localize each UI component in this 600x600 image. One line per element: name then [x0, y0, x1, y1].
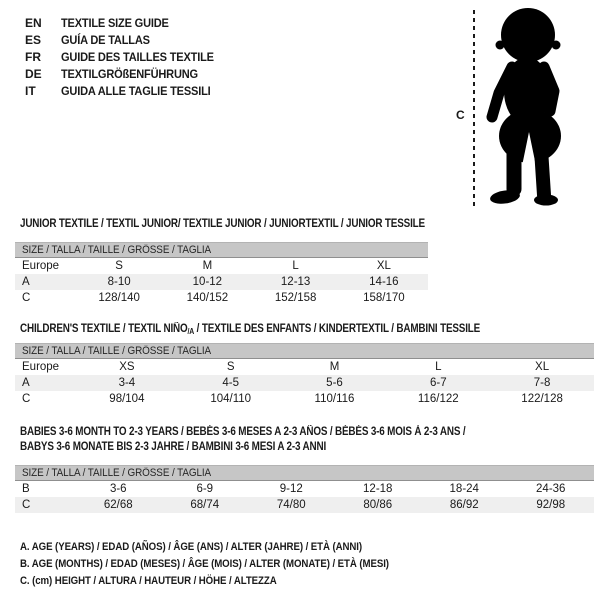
height-cell: 152/158 — [274, 292, 317, 304]
row-label: Europe — [22, 361, 60, 373]
junior-section-title-text: JUNIOR TEXTILE / TEXTIL JUNIOR/ TEXTILE JUNIOR / JUNIORTEXTIL / JUNIOR TESSILE — [20, 218, 425, 230]
size-cell: M — [202, 260, 213, 272]
height-cell: 122/128 — [521, 393, 563, 405]
footnote-c — [20, 573, 439, 590]
lang-code: FR — [25, 50, 41, 64]
lang-code: IT — [25, 84, 36, 98]
size-cell: XL — [376, 260, 391, 272]
height-cell: 86/92 — [449, 499, 479, 511]
age-cell: 14-16 — [369, 276, 399, 288]
row-label: Europe — [22, 260, 60, 272]
height-cell: 80/86 — [363, 499, 393, 511]
lang-row-de — [25, 66, 227, 83]
children-size-table — [15, 343, 594, 407]
footnote-b — [20, 556, 439, 573]
age-cell: 24-36 — [536, 483, 566, 495]
lang-row-fr — [25, 49, 227, 66]
lang-title: TEXTILGRÖßENFÜHRUNG — [61, 67, 198, 81]
age-cell: 6-9 — [196, 483, 214, 495]
babies-size-table — [15, 465, 594, 513]
age-cell: 9-12 — [279, 483, 303, 495]
age-cell: 6-7 — [429, 377, 447, 389]
footnote-text: C. (cm) HEIGHT / ALTURA / HAUTEUR / HÖHE / ALTEZZA — [20, 575, 277, 587]
lang-code: EN — [25, 16, 42, 30]
height-cell: 62/68 — [103, 499, 133, 511]
title-part: / TEXTILE DES ENFANTS / KINDERTEXTIL / BAMBINI TESSILE — [194, 323, 481, 335]
height-cell: 68/74 — [190, 499, 220, 511]
lang-code: ES — [25, 33, 42, 47]
lang-row-es — [25, 32, 227, 49]
age-cell: 18-24 — [449, 483, 479, 495]
size-cell: XL — [535, 361, 550, 373]
height-cell: 158/170 — [363, 292, 405, 304]
age-cell: 7-8 — [533, 377, 551, 389]
lang-title: GUIDE DES TAILLES TEXTILE — [61, 50, 214, 64]
age-cell: 3-4 — [118, 377, 136, 389]
height-cell: 74/80 — [276, 499, 306, 511]
children-section-title — [20, 322, 555, 339]
age-cell: 8-10 — [107, 276, 131, 288]
row-label: C — [22, 292, 31, 304]
size-header-bar — [15, 465, 594, 481]
size-cell: S — [226, 361, 235, 373]
height-cell: 92/98 — [536, 499, 566, 511]
table-row — [15, 258, 428, 274]
lang-row-en — [25, 15, 227, 32]
height-measure-dashed-line — [473, 10, 475, 206]
age-cell: 10-12 — [192, 276, 223, 288]
height-cell: 110/116 — [314, 393, 355, 405]
toddler-silhouette-icon — [478, 5, 582, 207]
language-list — [25, 15, 227, 100]
age-cell: 5-6 — [326, 377, 343, 389]
age-cell: 12-18 — [363, 483, 393, 495]
age-cell: 3-6 — [109, 483, 127, 495]
size-cell: XS — [119, 361, 135, 373]
footnote-text: A. AGE (YEARS) / EDAD (AÑOS) / ÂGE (ANS) / ALTER (JAHRE) / ETÀ (ANNI) — [20, 541, 363, 553]
height-cell: 104/110 — [210, 393, 252, 405]
row-label: A — [22, 377, 30, 389]
height-cell: 116/122 — [417, 393, 459, 405]
title-part: CHILDREN'S TEXTILE / TEXTIL NIÑO — [20, 323, 188, 335]
footnote-text: B. AGE (MONTHS) / EDAD (MESES) / ÂGE (MOIS) / ALTER (MONATE) / ETÀ (MESI) — [20, 558, 389, 570]
junior-section-title — [20, 217, 491, 232]
height-measure-label: C — [456, 108, 465, 122]
row-label: B — [22, 483, 30, 495]
title-subscript: /A — [187, 327, 195, 336]
lang-row-it — [25, 83, 227, 100]
row-label: A — [22, 276, 30, 288]
row-label: C — [22, 393, 31, 405]
table-row — [15, 359, 594, 375]
footnote-a — [20, 539, 439, 556]
size-cell: S — [115, 260, 123, 272]
size-header-label: SIZE / TALLA / TAILLE / GRÖSSE / TAGLIA — [22, 244, 212, 256]
table-row — [15, 274, 428, 290]
size-header-bar — [15, 242, 428, 258]
height-cell: 140/152 — [186, 292, 229, 304]
lang-title: GUÍA DE TALLAS — [61, 33, 150, 47]
age-cell: 12-13 — [280, 276, 311, 288]
children-section-title-text — [20, 322, 480, 339]
table-row — [15, 391, 594, 407]
size-header-label: SIZE / TALLA / TAILLE / GRÖSSE / TAGLIA — [22, 467, 212, 479]
footnotes — [20, 539, 439, 590]
lang-title: GUIDA ALLE TAGLIE TESSILI — [61, 84, 211, 98]
lang-code: DE — [25, 67, 42, 81]
babies-section-title — [20, 425, 538, 455]
size-cell: L — [435, 361, 442, 373]
height-cell: 98/104 — [109, 393, 145, 405]
junior-size-table — [15, 242, 428, 306]
table-row — [15, 481, 594, 497]
babies-title-line2: BABYS 3-6 MONATE BIS 2-3 JAHRE / BAMBINI 3-6 MESI A 2-3 ANNI — [20, 441, 327, 453]
age-cell: 4-5 — [222, 377, 239, 389]
row-label: C — [22, 499, 31, 511]
size-header-label: SIZE / TALLA / TAILLE / GRÖSSE / TAGLIA — [22, 345, 212, 357]
lang-title: TEXTILE SIZE GUIDE — [61, 16, 169, 30]
size-cell: L — [292, 260, 299, 272]
size-cell: M — [329, 361, 340, 373]
babies-title-line1: BABIES 3-6 MONTH TO 2-3 YEARS / BEBÉS 3-6 MESES A 2-3 AÑOS / BÉBÉS 3-6 MOIS À 2-3 ANS / — [20, 426, 466, 438]
table-row — [15, 497, 594, 513]
table-row — [15, 290, 428, 306]
table-row — [15, 375, 594, 391]
height-cell: 128/140 — [98, 292, 140, 304]
size-header-bar — [15, 343, 594, 359]
